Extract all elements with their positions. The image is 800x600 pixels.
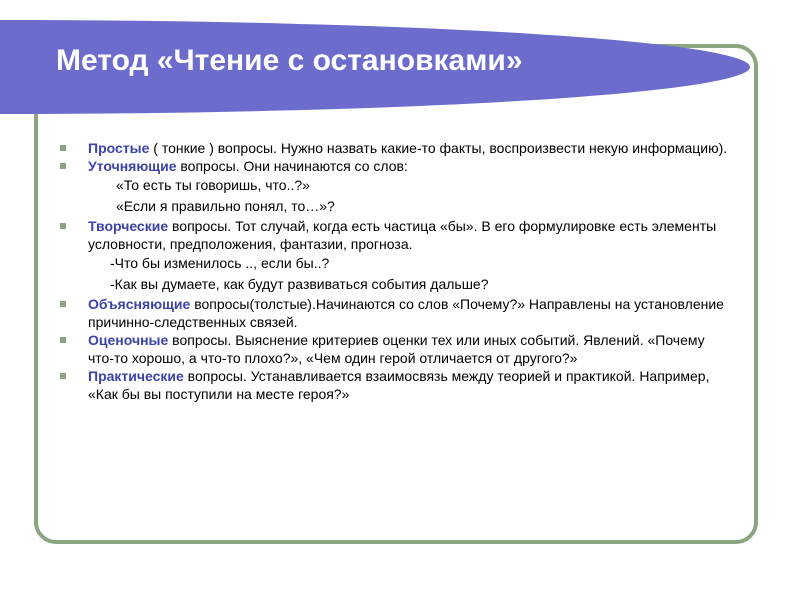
question-type-description: ( тонкие ) вопросы. Нужно назвать какие-то факты, воспроизвести некую информацию). xyxy=(149,140,728,156)
question-type-description: вопросы(толстые).Начинаются со слов «Почему?» Направлены на установление причинно-следственных связей. xyxy=(88,296,724,330)
question-type-term: Творческие xyxy=(88,218,169,234)
question-type-description: вопросы. Они начинаются со слов: xyxy=(176,158,408,174)
example-question: «Если я правильно понял, то…»? xyxy=(116,198,335,214)
example-question: -Что бы изменилось .., если бы..? xyxy=(110,255,330,271)
list-item-clarifying xyxy=(58,157,730,175)
question-type-term: Оценочные xyxy=(88,332,169,348)
bullet-icon xyxy=(60,145,66,151)
list-item-creative xyxy=(58,217,730,253)
list-item-practical xyxy=(58,367,730,403)
list-item-simple xyxy=(58,139,730,157)
question-type-term: Практические xyxy=(88,368,184,384)
example-question: -Как вы думаете, как будут развиваться события дальше? xyxy=(110,276,489,292)
slide-content xyxy=(58,139,730,403)
bullet-icon xyxy=(60,301,66,307)
question-type-term: Простые xyxy=(88,140,150,156)
question-type-description: вопросы. Тот случай, когда есть частица «бы». В его формулировке есть элементы условности, предположения, фантазии, прогноза. xyxy=(88,218,717,252)
question-type-description: вопросы. Устанавливается взаимосвязь между теорией и практикой. Например, «Как бы вы поступили на месте героя?» xyxy=(88,368,710,402)
list-item-evaluative xyxy=(58,331,730,367)
bullet-icon xyxy=(60,223,66,229)
question-type-description: вопросы. Выяснение критериев оценки тех или иных событий. Явлений. «Почему что-то хорошо, а что-то плохо?», «Чем один герой отличается от другого?» xyxy=(88,332,705,366)
bullet-icon xyxy=(60,163,66,169)
bullet-icon xyxy=(60,373,66,379)
bullet-icon xyxy=(60,337,66,343)
slide-title: Метод «Чтение с остановками» xyxy=(56,44,523,77)
question-type-term: Уточняющие xyxy=(88,158,177,174)
list-item-explanatory xyxy=(58,295,730,331)
example-question: «То есть ты говоришь, что..?» xyxy=(116,177,310,193)
question-type-term: Объясняющие xyxy=(88,296,191,312)
